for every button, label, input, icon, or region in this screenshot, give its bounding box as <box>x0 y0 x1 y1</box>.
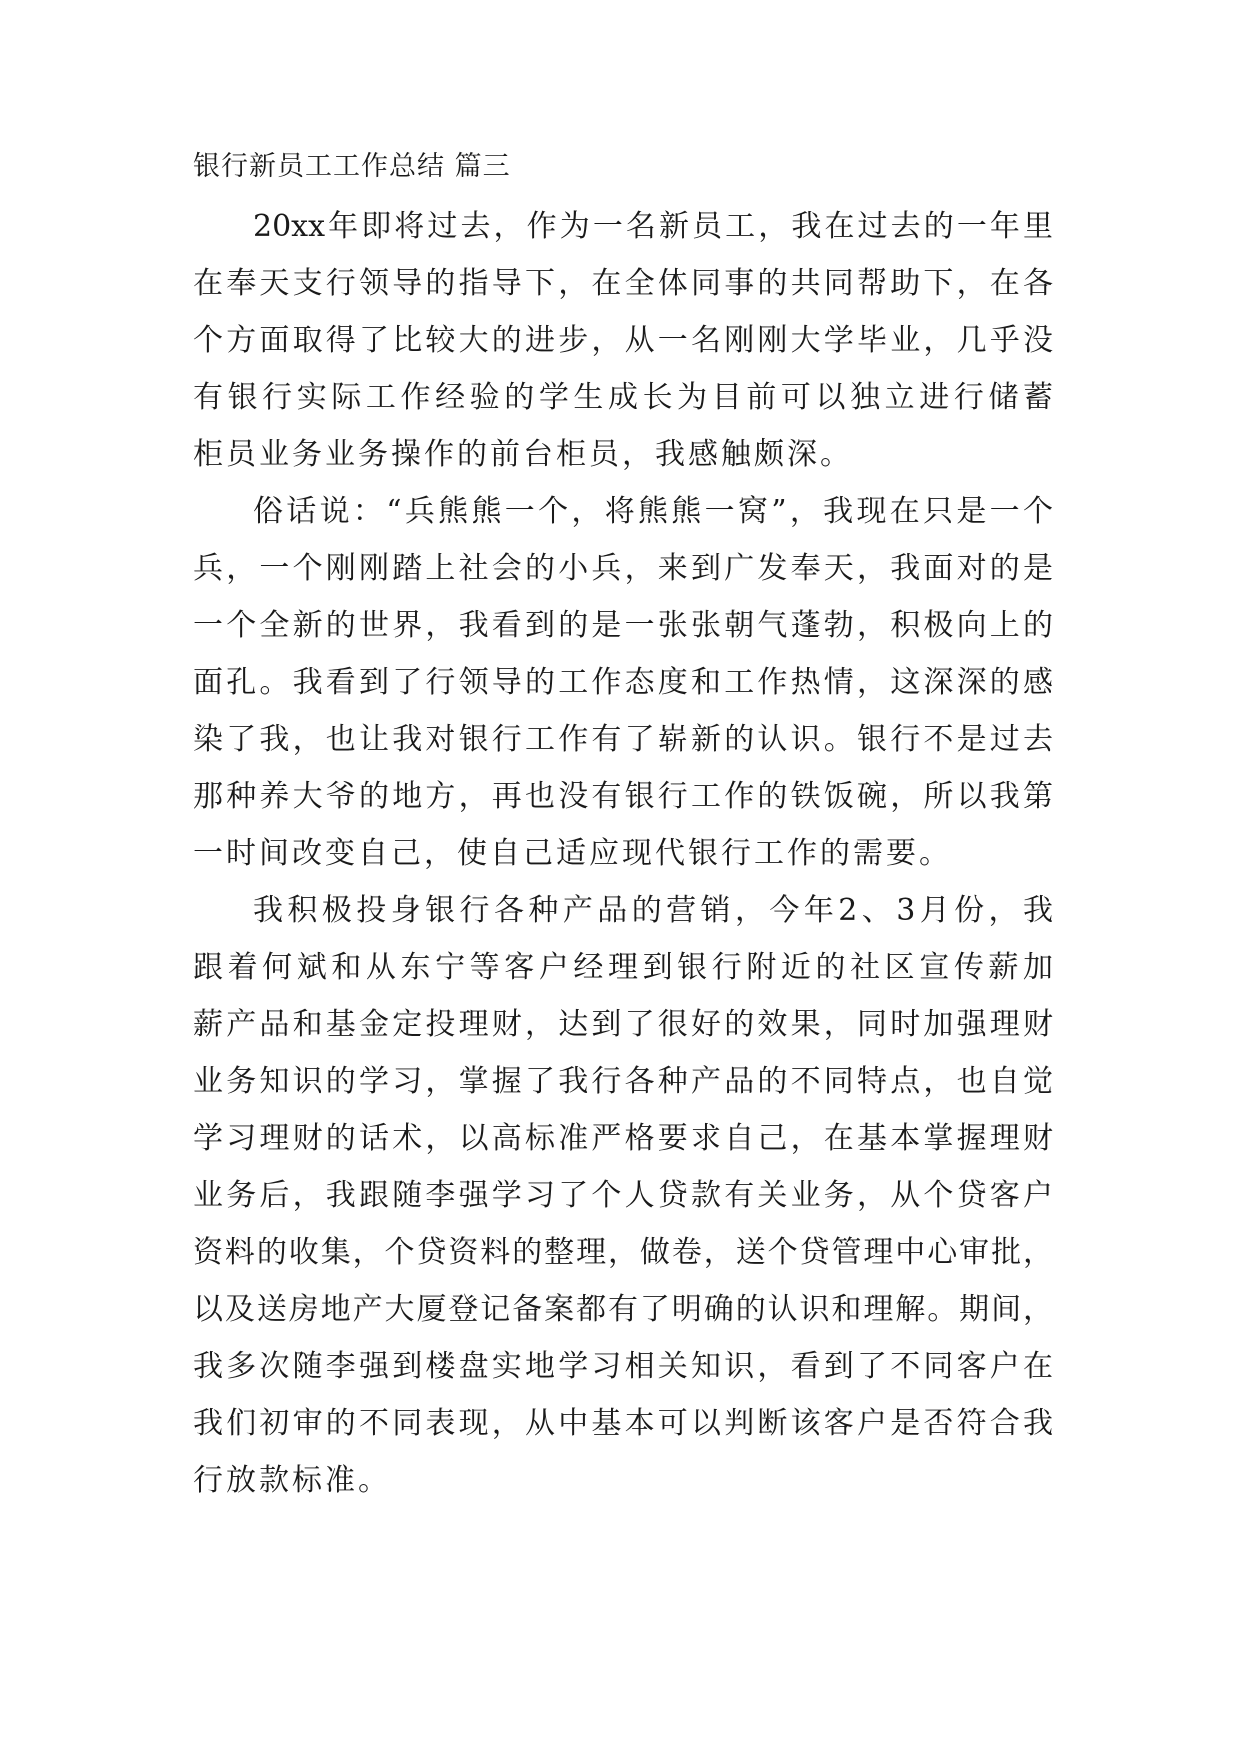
paragraph-line: 我们初审的不同表现，从中基本可以判断该客户是否符合我 <box>193 1406 1053 1441</box>
paragraph-2 <box>193 483 1053 882</box>
paragraph-3 <box>193 882 1053 1509</box>
document-body <box>193 148 1053 1509</box>
paragraph-line: 资料的收集，个贷资料的整理，做卷，送个贷管理中心审批， <box>193 1235 1053 1270</box>
paragraph-line: 面孔。我看到了行领导的工作态度和工作热情，这深深的感 <box>193 665 1053 700</box>
paragraph-line: 一个全新的世界，我看到的是一张张朝气蓬勃，积极向上的 <box>193 608 1053 643</box>
paragraph-line: 业务后，我跟随李强学习了个人贷款有关业务，从个贷客户 <box>193 1178 1053 1213</box>
paragraph-line: 学习理财的话术，以高标准严格要求自己，在基本掌握理财 <box>193 1121 1053 1156</box>
paragraph-line: 业务知识的学习，掌握了我行各种产品的不同特点，也自觉 <box>193 1064 1053 1099</box>
paragraph-line: 跟着何斌和从东宁等客户经理到银行附近的社区宣传薪加 <box>193 950 1053 985</box>
paragraph-line: 柜员业务业务操作的前台柜员，我感触颇深。 <box>193 437 853 472</box>
paragraph-line: 兵，一个刚刚踏上社会的小兵，来到广发奉天，我面对的是 <box>193 551 1053 586</box>
paragraph-line: 在奉天支行领导的指导下，在全体同事的共同帮助下，在各 <box>193 266 1053 301</box>
paragraph-line: 个方面取得了比较大的进步，从一名刚刚大学毕业，几乎没 <box>193 323 1053 358</box>
paragraph-line: 一时间改变自己，使自己适应现代银行工作的需要。 <box>193 836 952 871</box>
paragraph-line: 有银行实际工作经验的学生成长为目前可以独立进行储蓄 <box>193 380 1053 415</box>
paragraph-line: 那种养大爷的地方，再也没有银行工作的铁饭碗，所以我第 <box>193 779 1053 814</box>
paragraph-line: 染了我，也让我对银行工作有了崭新的认识。银行不是过去 <box>193 722 1053 757</box>
paragraph-line: 薪产品和基金定投理财，达到了很好的效果，同时加强理财 <box>193 1007 1053 1042</box>
paragraph-line: 20xx年即将过去，作为一名新员工，我在过去的一年里 <box>253 209 1053 244</box>
paragraph-line: 以及送房地产大厦登记备案都有了明确的认识和理解。期间， <box>193 1292 1053 1327</box>
paragraph-1 <box>193 198 1053 483</box>
paragraph-line: 我多次随李强到楼盘实地学习相关知识，看到了不同客户在 <box>193 1349 1053 1384</box>
paragraph-line: 行放款标准。 <box>193 1463 391 1498</box>
paragraph-line: 俗话说：“兵熊熊一个，将熊熊一窝”，我现在只是一个 <box>253 494 1053 529</box>
paragraph-line: 我积极投身银行各种产品的营销，今年2、3月份，我 <box>253 893 1053 928</box>
document-title: 银行新员工工作总结 篇三 <box>193 151 511 182</box>
